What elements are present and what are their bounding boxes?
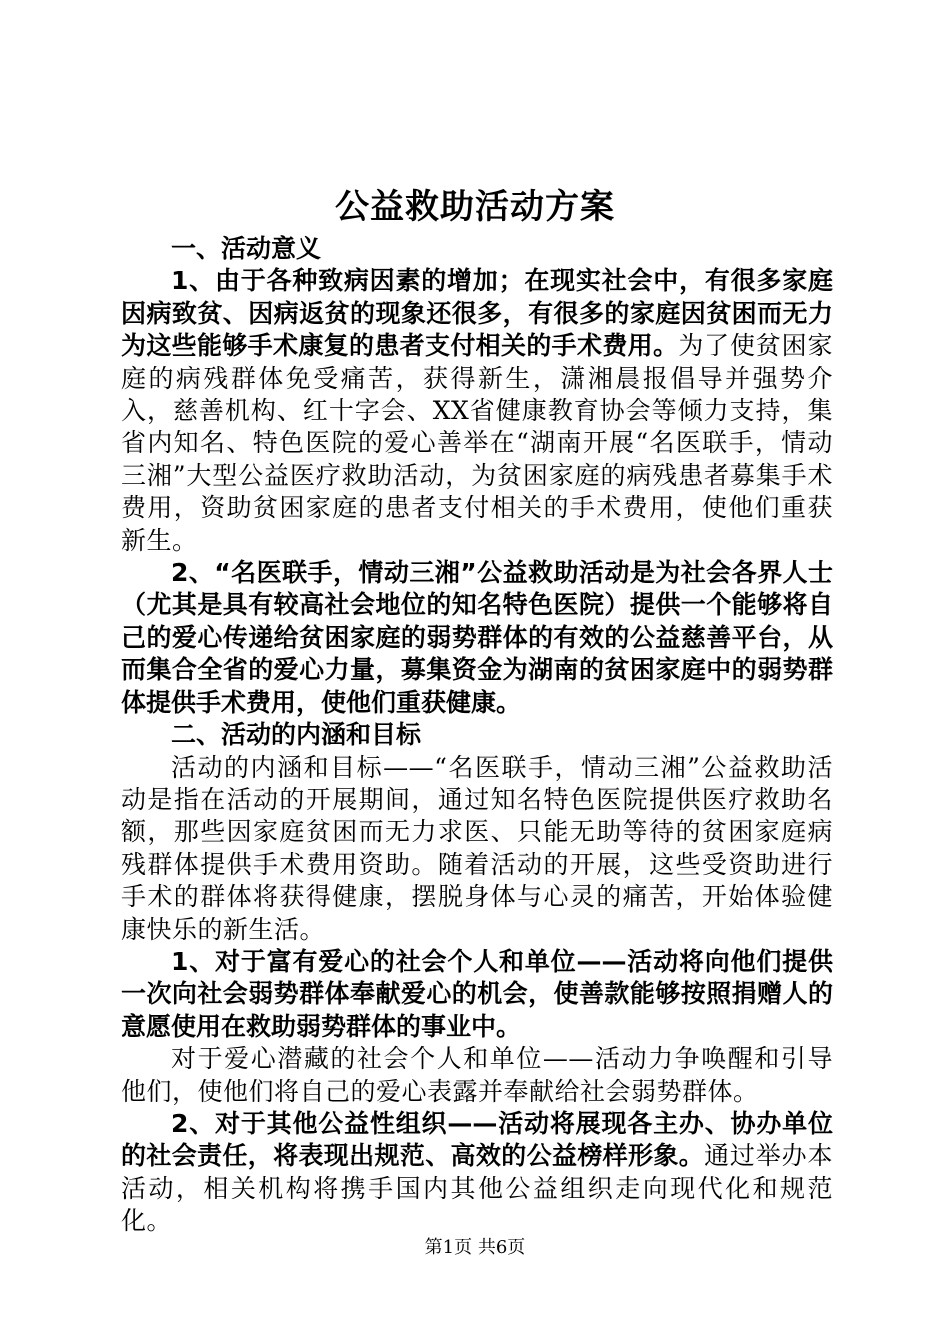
paragraph-3: 活动的内涵和目标——“名医联手，情动三湘”公益救助活动是指在活动的开展期间，通过知名特色医院提供医疗救助名额，那些因家庭贫困而无力求医、只能无助等待的贫困家庭病残群体提供手术费用资助。随着活动的开展，这些受资助进行手术的群体将获得健康，摆脱身体与心灵的痛苦，开始体验健康快乐的新生活。 <box>121 752 833 944</box>
paragraph-4: 1、对于富有爱心的社会个人和单位——活动将向他们提供一次向社会弱势群体奉献爱心的机会，使善款能够按照捐赠人的意愿使用在救助弱势群体的事业中。 <box>121 946 833 1041</box>
paragraph-1-bold-text: 1、由于各种致病因素的增加；在现实社会中，有很多家庭因病致贫、因病返贫的现象还很多，有很多的家庭因贫困而无力为这些能够手术康复的患者支付相关的手术费用。 <box>121 266 833 361</box>
paragraph-2: 2、“名医联手，情动三湘”公益救助活动是为社会各界人士（尤其是具有较高社会地位的知名特色医院）提供一个能够将自己的爱心传递给贫困家庭的弱势群体的有效的公益慈善平台，从而集合全省的爱心力量，募集资金为湖南的贫困家庭中的弱势群体提供手术费用，使他们重获健康。 <box>121 558 833 717</box>
section-heading-2: 二、活动的内涵和目标 <box>171 720 422 750</box>
paragraph-6 <box>121 1108 833 1238</box>
paragraph-5: 对于爱心潜藏的社会个人和单位——活动力争唤醒和引导他们，使他们将自己的爱心表露并奉献给社会弱势群体。 <box>121 1044 833 1106</box>
document-title: 公益救助活动方案 <box>335 187 615 227</box>
section-heading-1: 一、活动意义 <box>171 234 322 263</box>
document-body <box>121 233 833 1238</box>
paragraph-1-regular-text: 为了使贫困家庭的病残群体免受痛苦，获得新生，潇湘晨报倡导并强势介入，慈善机构、红十字会、XX省健康教育协会等倾力支持，集省内知名、特色医院的爱心善举在“湖南开展“名医联手，情动三湘”大型公益医疗救助活动，为贫困家庭的病残患者募集手术费用，资助贫困家庭的患者支付相关的手术费用，使他们重获新生。 <box>121 331 833 555</box>
paragraph-6-bold-text: 2、对于其他公益性组织——活动将展现各主办、协办单位的社会责任，将表现出规范、高效的公益榜样形象。 <box>121 1108 833 1171</box>
paragraph-1 <box>121 265 833 557</box>
paragraph-6-regular-text: 通过举办本活动，相关机构将携手国内其他公益组织走向现代化和规范化。 <box>121 1141 833 1236</box>
page-number-footer: 第1页 共6页 <box>424 1237 526 1258</box>
